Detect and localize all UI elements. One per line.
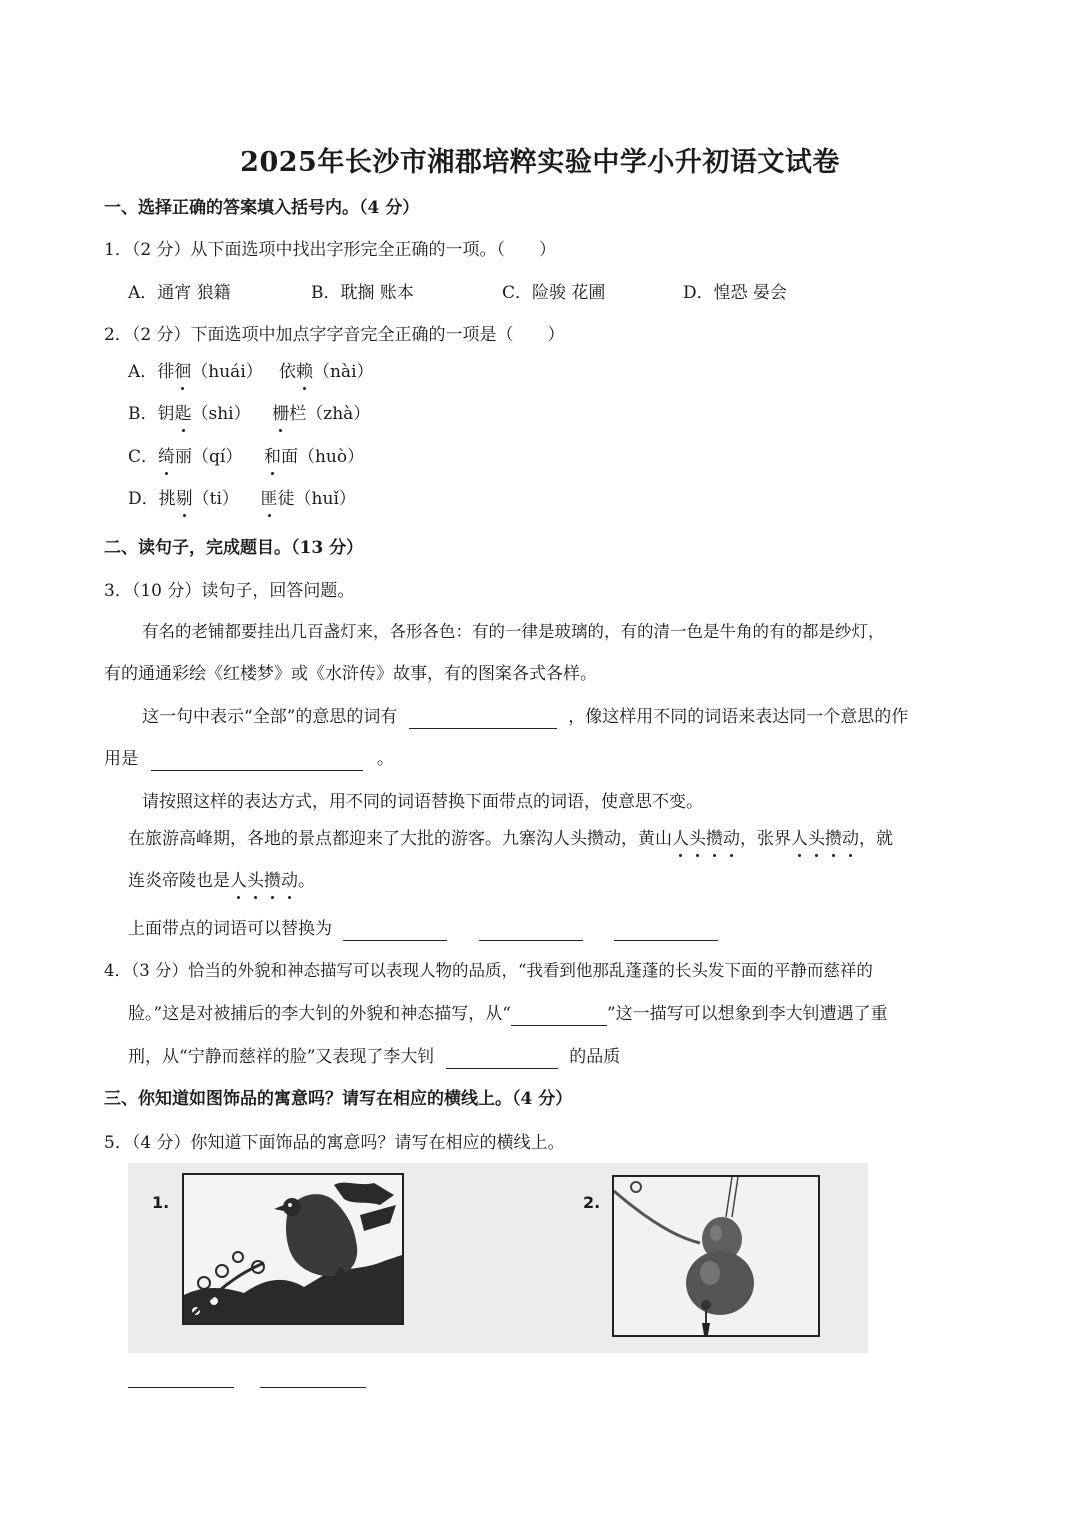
q3-example-text-2: ，张界 — [740, 829, 791, 849]
q3-dotted-phrase-2: 人头攒动 — [791, 829, 859, 849]
q1-option-a: A．通宵 狼籍 — [128, 283, 231, 303]
q3-example-line-2 — [128, 869, 315, 893]
q2-d-letter: D． — [128, 489, 159, 509]
q2-a-pinyin: （huái） — [191, 362, 263, 382]
q3-question-line-1 — [142, 705, 908, 729]
q2-d-pinyin2: （huǐ） — [294, 489, 356, 509]
q3-instruction: 请按照这样的表达方式，用不同的词语替换下面带点的词语，使意思不变。 — [142, 792, 703, 812]
q1-option-c: C．险骏 花圃 — [502, 283, 606, 303]
q2-c-pinyin2: （huò） — [297, 447, 365, 467]
q5-image-2-label: 2. — [583, 1193, 601, 1212]
exam-title: 2025年长沙市湘郡培粹实验中学小升初语文试卷 — [240, 147, 840, 178]
q5-answer-blank-2[interactable] — [260, 1386, 366, 1388]
q2-c-dotted-char: 绮 — [158, 447, 176, 467]
q2-a-letter: A． — [128, 362, 158, 382]
q2-c-char2: 面 — [280, 447, 298, 467]
q2-option-c — [128, 445, 364, 469]
magpie-plum-icon — [184, 1175, 402, 1323]
q3-example-text-4: 连炎帝陵也是 — [128, 871, 230, 891]
q4-line-3 — [128, 1045, 620, 1069]
q2-option-b — [128, 402, 370, 426]
q2-d-dotted-char2: 匪 — [260, 489, 278, 509]
q4-blank-description[interactable] — [511, 1005, 607, 1026]
q3-replace-label: 上面带点的词语可以替换为 — [128, 919, 332, 939]
q3-period: 。 — [376, 749, 394, 769]
q1-option-d: D．惶恐 晏会 — [683, 283, 788, 303]
q3-question-text-2: ，像这样用不同的词语来表达同一个意思的作 — [568, 707, 909, 727]
q4-text-d: 的品质 — [569, 1047, 621, 1067]
q1-option-b: B．耽搁 账本 — [311, 283, 414, 303]
q2-c-char: 丽 — [175, 447, 193, 467]
q3-passage-line-1: 有名的老铺都要挂出几百盏灯来，各形各色：有的一律是玻璃的，有的清一色是牛角的有的都是纱灯， — [142, 622, 885, 641]
q2-d-pinyin: （ti） — [192, 489, 239, 509]
q2-b-pinyin: （shi） — [191, 404, 251, 424]
q3-question-line-2 — [104, 747, 394, 771]
q2-d-char: 挑 — [158, 489, 176, 509]
q3-replace-blank-2[interactable] — [479, 920, 583, 941]
q2-c-letter: C． — [128, 447, 159, 467]
q5-stem: 5．（4 分）你知道下面饰品的寓意吗？请写在相应的横线上。 — [104, 1133, 565, 1153]
gourd-icon — [614, 1177, 818, 1335]
q3-blank-words[interactable] — [409, 708, 557, 729]
q2-b-dotted-char: 匙 — [174, 404, 192, 424]
q3-replace-line — [128, 917, 718, 941]
q1-stem: 1．（2 分）从下面选项中找出字形完全正确的一项。（ ） — [104, 240, 557, 260]
q3-replace-blank-1[interactable] — [343, 920, 447, 941]
q5-image-1-label: 1. — [152, 1193, 170, 1212]
q3-example-text: 在旅游高峰期，各地的景点都迎来了大批的游客。九寨沟人头攒动，黄山 — [128, 829, 672, 849]
q2-option-a — [128, 360, 374, 384]
q3-replace-blank-3[interactable] — [614, 920, 718, 941]
q3-blank-use[interactable] — [151, 750, 363, 771]
q2-a-dotted-char: 徊 — [174, 362, 192, 382]
q2-a-dotted-char2: 赖 — [295, 362, 313, 382]
q2-b-char: 钥 — [157, 404, 175, 424]
q4-text-b: ”这一描写可以想象到李大钊遭遇了重 — [606, 1004, 888, 1024]
q2-d-dotted-char: 剔 — [175, 489, 193, 509]
q4-blank-quality[interactable] — [446, 1048, 558, 1069]
q2-d-char2: 徒 — [277, 489, 295, 509]
q2-c-dotted-char2: 和 — [263, 447, 281, 467]
section-3-heading: 三、你知道如图饰品的寓意吗？请写在相应的横线上。（4 分） — [104, 1089, 573, 1109]
q2-stem: 2．（2 分）下面选项中加点字字音完全正确的一项是（ ） — [104, 325, 565, 345]
gourd-ornament-image — [612, 1175, 820, 1337]
q3-dotted-phrase-3: 人头攒动 — [230, 871, 298, 891]
q2-b-char2: 栏 — [289, 404, 307, 424]
q3-example-line-1 — [128, 827, 893, 851]
q2-b-pinyin2: （zhà） — [306, 404, 371, 424]
q3-use-label: 用是 — [104, 749, 138, 769]
q3-passage-line-2: 有的通通彩绘《红楼梦》或《水浒传》故事，有的图案各式各样。 — [104, 664, 597, 684]
q3-stem: 3．（10 分）读句子，回答问题。 — [104, 581, 355, 601]
section-2-heading: 二、读句子，完成题目。（13 分） — [104, 538, 364, 558]
papercut-magpie-plum-image — [182, 1173, 404, 1325]
q5-image-strip — [128, 1163, 868, 1353]
q3-question-text: 这一句中表示“全部”的意思的词有 — [142, 707, 398, 727]
q4-text-a: 脸。”这是对被捕后的李大钊的外貌和神态描写，从“ — [128, 1004, 511, 1024]
q2-option-d — [128, 487, 356, 511]
q2-a-char2: 依 — [278, 362, 296, 382]
q2-a-pinyin2: （nài） — [312, 362, 374, 382]
q5-answer-blank-1[interactable] — [128, 1386, 234, 1388]
q2-a-char: 徘 — [157, 362, 175, 382]
q3-example-text-3: ，就 — [859, 829, 893, 849]
q2-c-pinyin: （qí） — [192, 447, 243, 467]
q2-b-letter: B． — [128, 404, 158, 424]
section-1-heading: 一、选择正确的答案填入括号内。（4 分） — [104, 198, 420, 218]
q2-b-dotted-char2: 栅 — [272, 404, 290, 424]
q3-dotted-phrase-1: 人头攒动 — [672, 829, 740, 849]
q4-line-2 — [128, 1002, 888, 1026]
q4-text-c: 刑，从“宁静而慈祥的脸”又表现了李大钊 — [128, 1047, 435, 1067]
q4-line-1: 4．（3 分）恰当的外貌和神态描写可以表现人物的品质，“我看到他那乱蓬蓬的长头发下面的平静而慈祥的 — [104, 961, 873, 980]
q3-example-period: 。 — [298, 871, 315, 891]
